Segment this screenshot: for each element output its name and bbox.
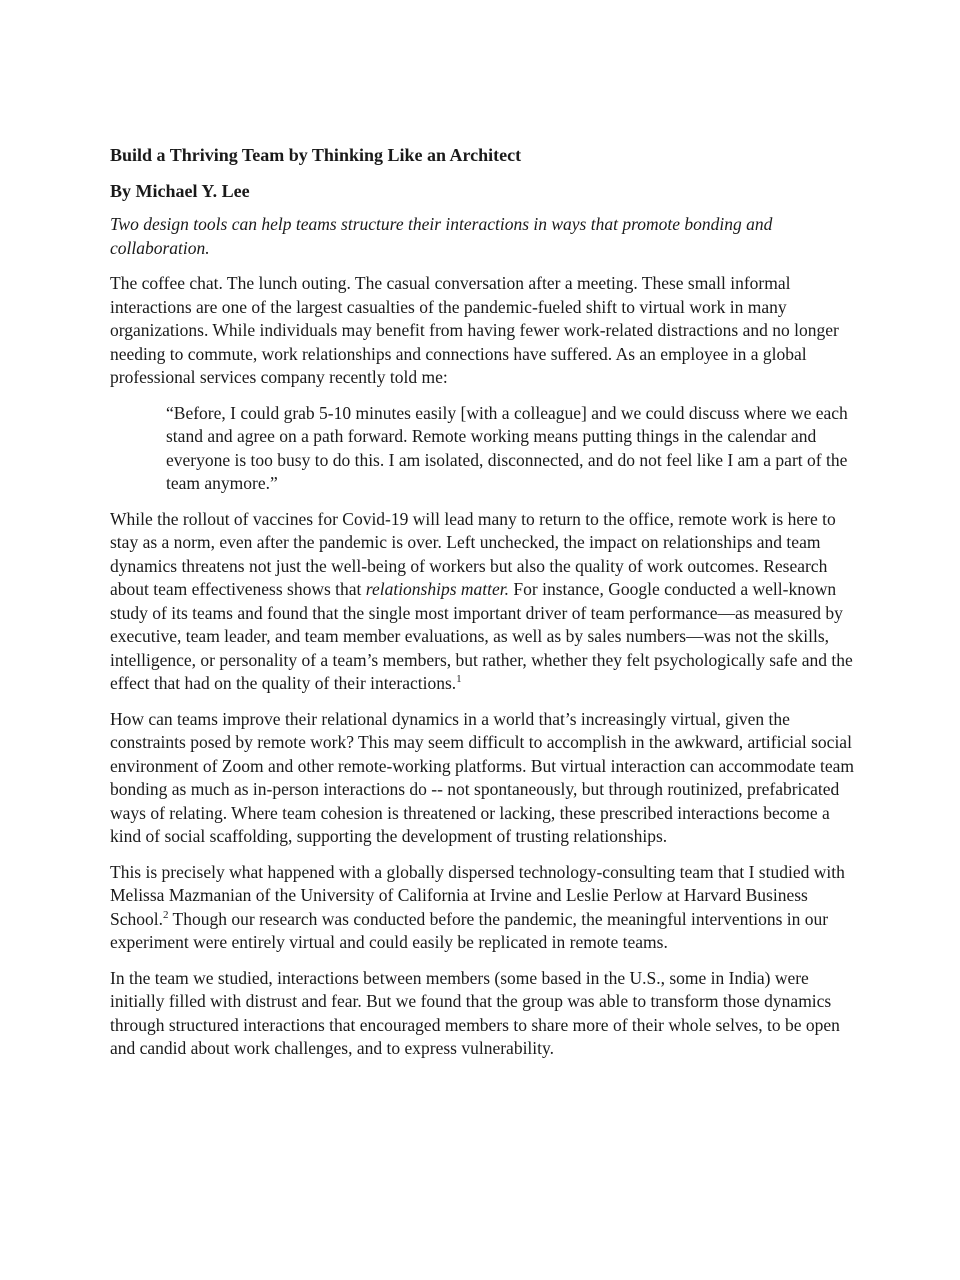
paragraph-5: In the team we studied, interactions between members (some based in the U.S., some in India) were initially filled with distrust and fear. But we found that the group was able to transform those dynamics through structured interactions that encouraged members to share more of their whole selves, to be open and candid about work challenges, and to express vulnerability.	[110, 967, 840, 1058]
paragraph-4-text-a: This is precisely what happened with a globally dispersed technology-consulting team that I studied with Melissa Mazmanian of the University of California at Irvine and Leslie Perlow at Harvard Business School.	[110, 861, 845, 929]
paragraph-1: The coffee chat. The lunch outing. The casual conversation after a meeting. These small informal interactions are one of the largest casualties of the pandemic-fueled shift to virtual work in many organizations. While individuals may benefit from having fewer work-related distractions and no longer needing to commute, work relationships and connections have suffered. As an employee in a global professional services company recently told me:	[110, 273, 839, 387]
paragraph-3: How can teams improve their relational dynamics in a world that’s increasingly virtual, given the constraints posed by remote work? This may seem difficult to accomplish in the awkward, artificial social environment of Zoom and other remote-working platforms. But virtual interaction can accommodate team bonding as much as in-person interactions do -- not spontaneously, but through routinized, prefabricated ways of relating. Where team cohesion is threatened or lacking, these prescribed interactions become a kind of social scaffolding, supporting the development of trusting relationships.	[110, 708, 854, 846]
paragraph-4-text-b: Though our research was conducted before the pandemic, the meaningful interventions in our experiment were entirely virtual and could easily be replicated in remote teams.	[110, 908, 829, 952]
footnote-ref-1: 1	[456, 673, 462, 686]
article-title: Build a Thriving Team by Thinking Like an Architect	[110, 145, 522, 165]
paragraph-2-emphasis: relationships matter.	[365, 579, 510, 599]
paragraph-2-text-a: While the rollout of vaccines for Covid-19 will lead many to return to the office, remote work is here to stay as a norm, even after the pandemic is over. Left unchecked, the impact on relationships and team dynamics threatens not just the well-being of workers but also the quality of work outcomes. Research about team effectiveness shows that	[110, 508, 836, 599]
paragraph-4	[110, 861, 855, 955]
article-subtitle: Two design tools can help teams structure their interactions in ways that promote bonding and collaboration.	[110, 214, 773, 258]
block-quote: “Before, I could grab 5-10 minutes easily [with a colleague] and we could discuss where we each stand and agree on a path forward. Remote working means putting things in the calendar and everyone is too busy to do this. I am isolated, disconnected, and do not feel like I am a part of the team anymore.”	[166, 402, 848, 493]
article-byline: By Michael Y. Lee	[110, 181, 250, 201]
article-body	[110, 143, 855, 1073]
footnote-ref-2: 2	[163, 908, 169, 921]
paragraph-2	[110, 508, 855, 696]
paragraph-2-text-b: For instance, Google conducted a well-known study of its teams and found that the single most important driver of team performance—as measured by executive, team leader, and team member evaluations, as well as by sales numbers—was not the skills, intelligence, or personality of a team’s members, but rather, whether they felt psychologically safe and the effect that had on the quality of their interactions.	[110, 579, 853, 693]
